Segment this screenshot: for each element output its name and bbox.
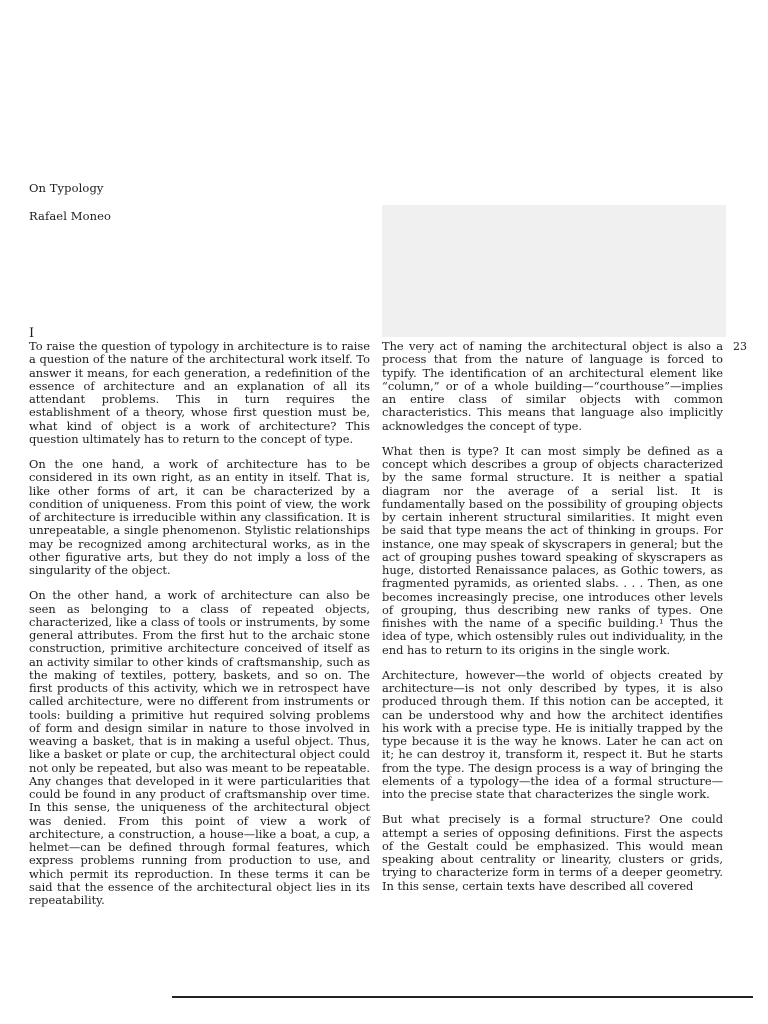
paragraph: But what precisely is a formal structure? One could attempt a series of opposing definitions. First the aspects of the Gestalt could be emphasized. This would mean speaking about centrality or linearity, clusters or grids, trying to characterize form in terms of a deeper geometry. In this sense, certain texts have described all covered <box>382 812 723 893</box>
paragraph: Architecture, however—the world of objects created by architecture—is not only described by types, it is also produced through them. If this notion can be accepted, it can be understood why and how the architect identifies his work with a precise type. He is initially trapped by the type because it is the way he knows. Later he can act on it; he can destroy it, transform it, respect it. But he starts from the type. The design process is a way of bringing the elements of a typology—the idea of a formal structure—into the precise state that characterizes the single work. <box>382 667 723 801</box>
article-title: On Typology <box>29 181 104 195</box>
paragraph: To raise the question of typology in architecture is to raise a question of the nature of the architectural work itself. To answer it means, for each generation, a redefinition of the essence of architecture and an explanation of all its attendant problems. This in turn requires the establishment of a theory, whose first question must be, what kind of object is a work of architecture? This question ultimately has to return to the concept of type. <box>29 339 370 446</box>
bottom-rule-divider <box>172 996 753 998</box>
section-numeral: I <box>29 326 35 341</box>
left-column <box>29 340 370 907</box>
paragraph: What then is type? It can most simply be defined as a concept which describes a group of objects characterized by the same formal structure. It is neither a spatial diagram nor the average of a serial list. It is fundamentally based on the possibility of grouping objects by certain inherent structural similarities. It might even be said that type means the act of thinking in groups. For instance, one may speak of skyscrapers in general; but the act of grouping pushes toward speaking of skyscrapers as huge, distorted Renaissance palaces, as Gothic towers, as fragmented pyramids, as oriented slabs. . . . Then, as one becomes increasingly precise, one introduces other levels of grouping, thus describing new ranks of types. One finishes with the name of a specific building.¹ Thus the idea of type, which ostensibly rules out individuality, in the end has to return to its origins in the single work. <box>382 443 723 657</box>
paragraph: The very act of naming the architectural object is also a process that from the nature of language is forced to typify. The identification of an architectural element like “column,” or of a whole building—“courthouse”—implies an entire class of similar objects with common characteristics. This means that language also implicitly acknowledges the concept of type. <box>382 339 723 433</box>
gray-background-panel <box>382 205 726 337</box>
paragraph: On the one hand, a work of architecture has to be considered in its own right, as an entity in itself. That is, like other forms of art, it can be characterized by a condition of uniqueness. From this point of view, the work of architecture is irreducible within any classification. It is unrepeatable, a single phenomenon. Stylistic relationships may be recognized among architectural works, as in the other figurative arts, but they do not imply a loss of the singularity of the object. <box>29 457 370 577</box>
right-column <box>382 340 723 893</box>
paragraph: On the other hand, a work of architecture can also be seen as belonging to a class of repeated objects, characterized, like a class of tools or instruments, by some general attributes. From the first hut to the archaic stone construction, primitive architecture conceived of itself as an activity similar to other kinds of craftsmanship, such as the making of textiles, pottery, baskets, and so on. The first products of this activity, which we in retrospect have called architecture, were no different from instruments or tools: building a primitive hut required solving problems of form and design similar in nature to those involved in weaving a basket, that is in making a useful object. Thus, like a basket or plate or cup, the architectural object could not only be repeated, but also was meant to be repeatable. Any changes that developed in it were particularities that could be found in any product of craftsmanship over time. In this sense, the uniqueness of the architectural object was denied. From this point of view a work of architecture, a construction, a house—like a boat, a cup, a helmet—can be defined through formal features, which express problems running from production to use, and which permit its reproduction. In these terms it can be said that the essence of the architectural object lies in its repeatability. <box>29 588 370 907</box>
page-number: 23 <box>733 340 747 353</box>
author-name: Rafael Moneo <box>29 209 112 223</box>
